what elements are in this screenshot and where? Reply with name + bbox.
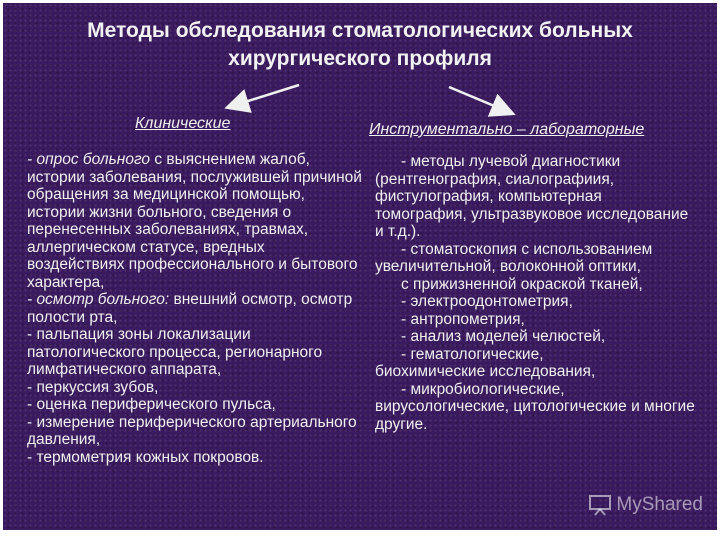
watermark-brand: MyShared bbox=[616, 494, 703, 515]
list-item: - гематологические, bbox=[401, 345, 544, 363]
item-lead: - опрос больного bbox=[27, 151, 151, 168]
list-item: - микробиологические, bbox=[401, 380, 565, 398]
title-line-1: Методы обследования стоматологических больных bbox=[87, 19, 633, 42]
list-item: вирусологические, цитологические и многие другие. bbox=[375, 398, 695, 433]
list-item: - антропометрия, bbox=[401, 310, 525, 328]
instrumental-methods-list bbox=[375, 153, 695, 433]
item-text: внешний осмотр, осмотр полости рта, bbox=[27, 291, 353, 326]
list-item bbox=[27, 326, 363, 379]
clinical-methods-list bbox=[27, 151, 363, 466]
item-text: - пальпация зоны локализации патологического процесса, регионарного лимфатического аппарата, bbox=[27, 326, 323, 378]
list-item: - анализ моделей челюстей, bbox=[401, 328, 606, 345]
myshared-watermark bbox=[588, 494, 703, 516]
list-item bbox=[27, 151, 363, 291]
item-lead: - осмотр больного: bbox=[27, 291, 170, 308]
list-item: (рентгенография, сиалографиия, фистулография, компьютерная томография, ультразвуковое исследование и т.д.). bbox=[375, 170, 689, 240]
list-item: - стоматоскопия с использованием bbox=[401, 240, 653, 258]
item-text: - оценка периферического пульса, bbox=[27, 396, 276, 413]
presentation-board-icon bbox=[588, 494, 612, 516]
item-text: - измерение периферического артериального давления, bbox=[27, 413, 357, 448]
arrow-right bbox=[449, 87, 511, 113]
list-item: увеличительной, волоконной оптики, bbox=[375, 258, 641, 275]
list-item: биохимические исследования, bbox=[375, 363, 596, 380]
item-text: с выяснением жалоб, истории заболевания, послужившей причиной обращения за медицинской помощью, истории жизни больного, сведения о перенесенных заболеваниях, травмах, аллергическом статусе, вредных воздействиях профессионального и бытового характера, bbox=[27, 151, 362, 291]
arrow-left bbox=[229, 85, 299, 107]
list-item bbox=[27, 379, 363, 397]
list-item: - электроодонтометрия, bbox=[401, 293, 573, 310]
list-item bbox=[27, 396, 363, 414]
list-item: - методы лучевой диагностики bbox=[401, 153, 621, 170]
title-line-2: хирургического профиля bbox=[228, 47, 492, 70]
heading-instrumental: Инструментально – лабораторные bbox=[369, 121, 645, 138]
list-item: с прижизненной окраской тканей, bbox=[401, 275, 643, 293]
slide bbox=[3, 3, 717, 530]
item-text: - перкуссия зубов, bbox=[27, 378, 159, 396]
list-item bbox=[27, 414, 363, 449]
item-text: - термометрия кожных покровов. bbox=[27, 448, 264, 466]
list-item bbox=[27, 449, 363, 467]
list-item bbox=[27, 291, 363, 326]
heading-clinical: Клинические bbox=[135, 115, 231, 132]
